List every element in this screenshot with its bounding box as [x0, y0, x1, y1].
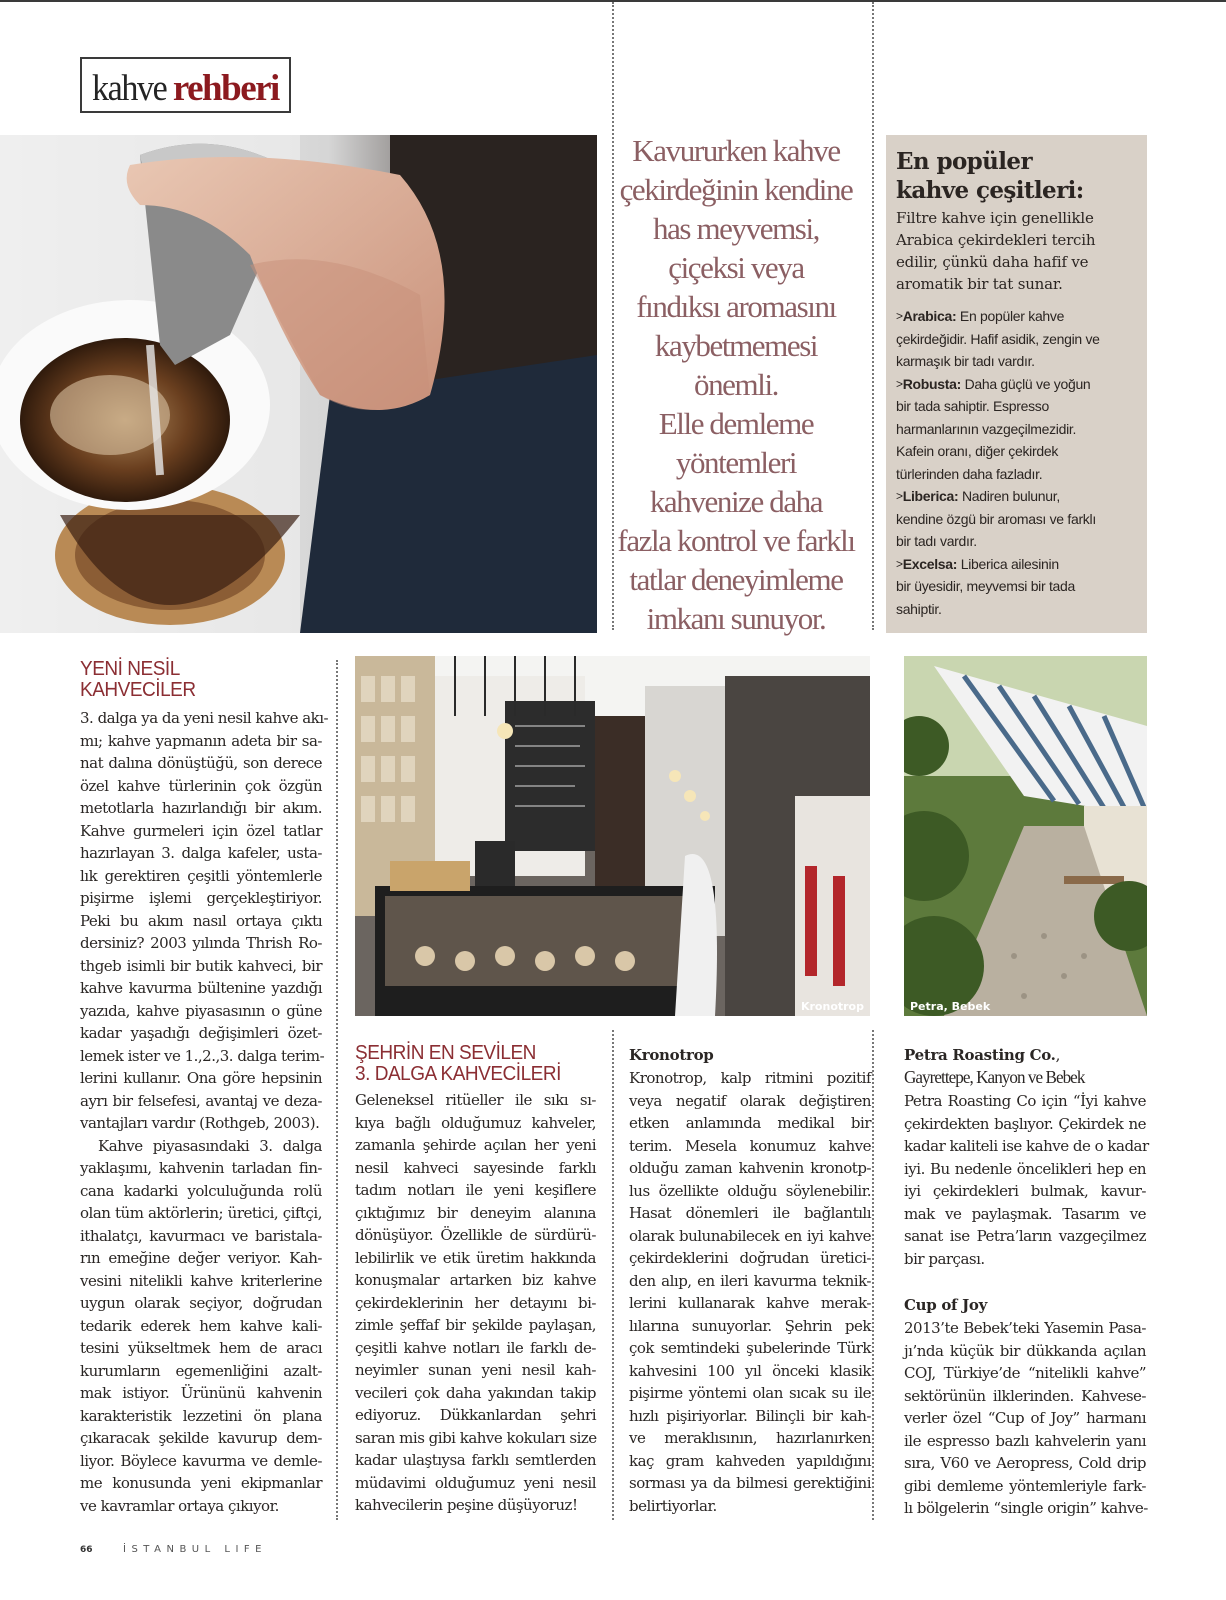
text-line: mı; kahve yapmanın adeta bir sa- — [80, 731, 322, 750]
text-line: kaç gram kahveden yapıldığını — [629, 1451, 871, 1470]
text-line: hazırlayan 3. dalga kafeler, usta- — [80, 844, 322, 862]
text-line: olarak bulunabilecek en iyi kahve — [629, 1226, 871, 1245]
text-line: vecileri çok daha yakından takip — [355, 1383, 596, 1402]
text-line: olduğu zaman kahvenin kronotp- — [629, 1159, 871, 1177]
text-line: metotlarla hazırlandığı bir akım. — [80, 799, 322, 817]
text-line: den alıp, en ileri kavurma teknik- — [629, 1271, 871, 1290]
text-line: dersiniz? 2003 yılında Thrish Ro- — [80, 934, 322, 952]
sidebar-title: En popüler kahve çeşitleri: — [896, 148, 1084, 204]
text-line: kahvecilerin peşine düşüyoruz! — [355, 1496, 578, 1514]
section-header — [80, 57, 291, 113]
list-item — [896, 373, 1139, 486]
text-line: neyimler sunan yeni nesil kah- — [355, 1361, 596, 1379]
text-line: iyi çekirdekleri bulmak, kavur- — [904, 1182, 1146, 1200]
text-line: Geleneksel ritüeller ile sıkı sı- — [355, 1091, 596, 1109]
text-line: çekirdeklerini doğrudan üretici- — [629, 1249, 871, 1267]
text-line: hızlı pişiriyorlar. Bilinçli bir kah- — [629, 1406, 871, 1425]
text-line: Peki bu akım nasıl ortaya çıktı — [80, 911, 322, 930]
text-line: nesil kahveci sayesinde farklı — [355, 1158, 596, 1177]
article-column-1 — [80, 707, 329, 1517]
photo-caption: Petra, Bebek — [910, 1000, 991, 1013]
column-divider — [336, 660, 338, 1520]
text-line: olan tüm aktörlerin; üretici, çiftçi, — [80, 1204, 322, 1222]
coffee-type-name: Liberica: — [902, 488, 959, 504]
text-line: lebilirlik ve etik üretim hakkında — [355, 1248, 596, 1267]
photo-caption: Kronotrop — [800, 1000, 864, 1013]
text-line: kahvesini 100 yıl önceki klasik — [629, 1361, 871, 1380]
cup-of-joy-heading: Cup of Joy — [904, 1296, 988, 1314]
pull-quote — [616, 131, 856, 638]
text-line: pişirme yöntemi olan sıcak su ile — [629, 1384, 871, 1402]
text-line: çekirdeklerinin her detayını bi- — [355, 1293, 596, 1312]
text-line: vantajları vardır (Rothgeb, 2003). — [80, 1114, 320, 1132]
petra-photo — [904, 656, 1147, 1016]
text-line: Hasat dönemleri ile bağlantılı — [629, 1204, 871, 1222]
text-line: ve meraklısının, hazırlanırken — [629, 1429, 871, 1447]
text-line: saran mis gibi kahve kokuları size — [355, 1428, 597, 1447]
text-line: tedarik ederek hem kahve kali- — [80, 1316, 322, 1335]
text-line: COJ, Türkiye’de “nitelikli kahve” — [904, 1364, 1146, 1382]
coffee-type-desc: En popüler kahve çekirdeğidir. Hafif asidik, zengin ve karmaşık bir tadı vardır. — [896, 308, 1100, 369]
text-line: rın emeğine değer veriyor. Kah- — [80, 1249, 322, 1267]
text-line: nat dalına dönüştüğü, son derece — [80, 754, 322, 772]
text-line: 2013’te Bebek’teki Yasemin Pasa- — [904, 1319, 1146, 1337]
coffee-type-name: Arabica: — [902, 308, 957, 324]
text-line: belirtiyorlar. — [629, 1496, 717, 1515]
text-line: bir parçası. — [904, 1249, 985, 1268]
text-line: lık gerektiren çeşitli yöntemlerle — [80, 866, 322, 885]
column-divider — [612, 1030, 614, 1520]
text-line: karakteristik lezzetini ön plana — [80, 1406, 322, 1425]
text-line: lı bölgelerin “single origin” kahve- — [904, 1499, 1148, 1517]
text-line: çıktığımız bir deneyim alanına — [355, 1203, 596, 1222]
text-line: ayrı bir felsefesi, avantaj ve deza- — [80, 1091, 322, 1110]
chevron-right-icon: > — [896, 376, 903, 391]
text-line: veya negatif olarak değiştiren — [629, 1091, 871, 1110]
article-column-4 — [904, 1090, 1149, 1270]
column-divider — [872, 2, 874, 630]
article-column-2 — [355, 1089, 596, 1517]
section-header-part1: kahve — [92, 68, 167, 109]
text-line: kahve kavurma bültenine yazdığı — [80, 979, 322, 997]
magazine-name: İSTANBUL LIFE — [123, 1544, 267, 1555]
chevron-right-icon: > — [896, 309, 903, 323]
petra-heading-comma: , — [1055, 1046, 1061, 1064]
text-line: mak istiyor. Ürününü kahvenin — [80, 1384, 322, 1402]
text-line: dönüşüyor. Özellikle de sürdürü- — [355, 1226, 596, 1244]
petra-heading — [904, 1044, 1060, 1066]
text-line: vesini nitelikli kahve kriterlerine — [80, 1271, 322, 1290]
text-line: zimle şeffaf bir şekilde paylaşan, — [355, 1316, 596, 1334]
kronotrop-heading: Kronotrop — [629, 1046, 714, 1064]
text-line: Kahve piyasasındaki 3. dalga — [98, 1136, 322, 1155]
text-line: ithalatçı, kavurmacı ve baristala- — [80, 1226, 322, 1245]
text-line: kadar yaşadığı değişimleri özet- — [80, 1024, 322, 1042]
chevron-right-icon: > — [896, 489, 903, 503]
text-line: çıkaracak şekilde kavurup dem- — [80, 1429, 322, 1447]
text-line: ediyoruz. Dükkanlardan şehri — [355, 1406, 596, 1424]
section-heading: ŞEHRİN EN SEVİLEN 3. DALGA KAHVECİLERİ — [355, 1042, 561, 1085]
text-line: sektörünün ilklerinden. Kahvese- — [904, 1386, 1146, 1405]
text-line: Kronotrop, kalp ritmini pozitif — [629, 1069, 871, 1087]
text-line: özel kahve türlerinin çok özgün — [80, 776, 322, 795]
text-line: 3. dalga ya da yeni nesil kahve akı- — [80, 709, 329, 727]
article-column-3 — [629, 1067, 871, 1517]
text-line: thgeb isimli bir butik kahveci, bir — [80, 956, 322, 975]
text-line: uygun olarak seçiyor, doğrudan — [80, 1294, 322, 1312]
text-line: yazıda, kahve piyasasının o güne — [80, 1001, 322, 1020]
coffee-type-name: Excelsa: — [902, 555, 958, 572]
coffee-types-list — [896, 305, 1139, 620]
text-line: kadar ulaştıysa farklı semtlerden — [355, 1451, 596, 1469]
text-line: jı’nda küçük bir dükkanda açılan — [904, 1341, 1146, 1360]
petra-locations: Gayrettepe, Kanyon ve Bebek — [904, 1067, 1085, 1087]
text-line: yaklaşımı, kahvenin tarladan fin- — [80, 1159, 322, 1177]
text-line: sıra, V60 ve Aeropress, Cold drip — [904, 1454, 1146, 1472]
article-column-4-continued — [904, 1317, 1146, 1520]
coffee-types-sidebar — [886, 135, 1147, 633]
text-line: konuşmalar artarken biz kahve — [355, 1271, 596, 1289]
list-item — [896, 485, 1139, 553]
text-line: kurumların egemenliğini azalt- — [80, 1361, 322, 1380]
column-divider — [872, 1030, 874, 1520]
list-item — [896, 553, 1139, 621]
text-line: pişirme işlemi gerçekleştiriyor. — [80, 889, 322, 907]
page-number: 66 — [80, 1545, 93, 1555]
text-line: lerini kullanır. Ona göre hepsinin — [80, 1069, 322, 1087]
text-line: çok semtindeki şubelerinde Türk — [629, 1339, 871, 1357]
text-line: zamanla şehirde açılan her yeni — [355, 1136, 596, 1154]
petra-heading-title: Petra Roasting Co. — [904, 1046, 1056, 1064]
text-line: mak ve paylaşmak. Tasarım ve — [904, 1204, 1146, 1223]
text-line: lemek ister ve 1.,2.,3. dalga terim- — [80, 1046, 325, 1065]
section-header-part2: rehberi — [172, 68, 279, 109]
text-line: iyi. Bu nedenle öncelikleri hep en — [904, 1159, 1146, 1178]
pull-quote-text: Kavururken kahve çekirdeğinin kendine has meyvemsi, çiçeksi veya fındıksı aromasını kaybetmemesi önemli. Elle demleme yöntemleri kahvenize daha fazla kontrol ve farklı tatlar deneyimleme imkanı sunuyor. — [617, 133, 855, 636]
text-line: liyor. Böylece kavurma ve demle- — [80, 1451, 322, 1470]
text-line: Petra Roasting Co için “İyi kahve — [904, 1092, 1146, 1110]
text-line: terim. Mesela konumuz kahve — [629, 1136, 871, 1155]
text-line: çeşitli kahve notları ile farklı de- — [355, 1338, 596, 1357]
coffee-type-desc: Nadiren bulunur, kendine özgü bir aroması ve farklı bir tadı vardır. — [896, 488, 1096, 549]
text-line: etken anlamında medikal bir — [629, 1114, 871, 1132]
text-line: tesini yükseltmek hem de aracı — [80, 1339, 322, 1357]
pour-over-photo — [0, 135, 597, 633]
column-divider — [612, 2, 614, 630]
text-line: lerini kullanarak kahve merak- — [629, 1294, 871, 1312]
coffee-type-desc: Daha güçlü ve yoğun bir tada sahiptir. Espresso harmanlarının vazgeçilmezidir. Kafein oranı, diğer çekirdek türlerinden daha fazladır. — [896, 375, 1091, 482]
coffee-type-desc: Liberica ailesinin bir üyesidir, meyvemsi bir tada sahiptir. — [896, 555, 1075, 617]
text-line: tadım notları ile yeni keşiflere — [355, 1181, 596, 1199]
sidebar-intro: Filtre kahve için genellikle Arabica çekirdekleri tercih edilir, çünkü daha hafif ve aromatik bir tat sunar. — [896, 209, 1096, 293]
text-line: lus özellikte olduğu söylenebilir. — [629, 1181, 871, 1200]
text-line: lılarına sunuyorlar. Şehrin pek — [629, 1316, 871, 1335]
text-line: me konusunda yeni ekipmanlar — [80, 1474, 322, 1492]
text-line: Kahve gurmeleri için özel tatlar — [80, 821, 322, 840]
text-line: sorması ya da bilmesi gerektiğini — [629, 1474, 871, 1492]
text-line: verler özel “Cup of Joy” harmanı — [904, 1409, 1146, 1427]
text-line: ve kavramlar ortaya çıkıyor. — [80, 1496, 279, 1515]
text-line: ile espresso bazlı kahvelerin yanı — [904, 1431, 1146, 1450]
text-line: sanat ise Petra’ların vazgeçilmez — [904, 1227, 1146, 1245]
kronotrop-photo — [355, 656, 870, 1016]
text-line: çekirdekten başlıyor. Çekirdek ne — [904, 1114, 1146, 1133]
list-item — [896, 305, 1139, 373]
section-heading: YENİ NESİL KAHVECİLER — [80, 658, 196, 701]
text-line: kadar kaliteli ise kahve de o kadar — [904, 1137, 1149, 1155]
text-line: müdavimi olduğumuz yeni nesil — [355, 1473, 596, 1492]
text-line: gibi demleme yöntemleriyle fark- — [904, 1476, 1146, 1495]
chevron-right-icon: > — [896, 556, 903, 571]
coffee-type-name: Robusta: — [902, 375, 961, 392]
text-line: kıya bağlı olduğumuz kahveler, — [355, 1113, 596, 1132]
text-line: cana kadarki yolculuğunda rolü — [80, 1181, 322, 1200]
